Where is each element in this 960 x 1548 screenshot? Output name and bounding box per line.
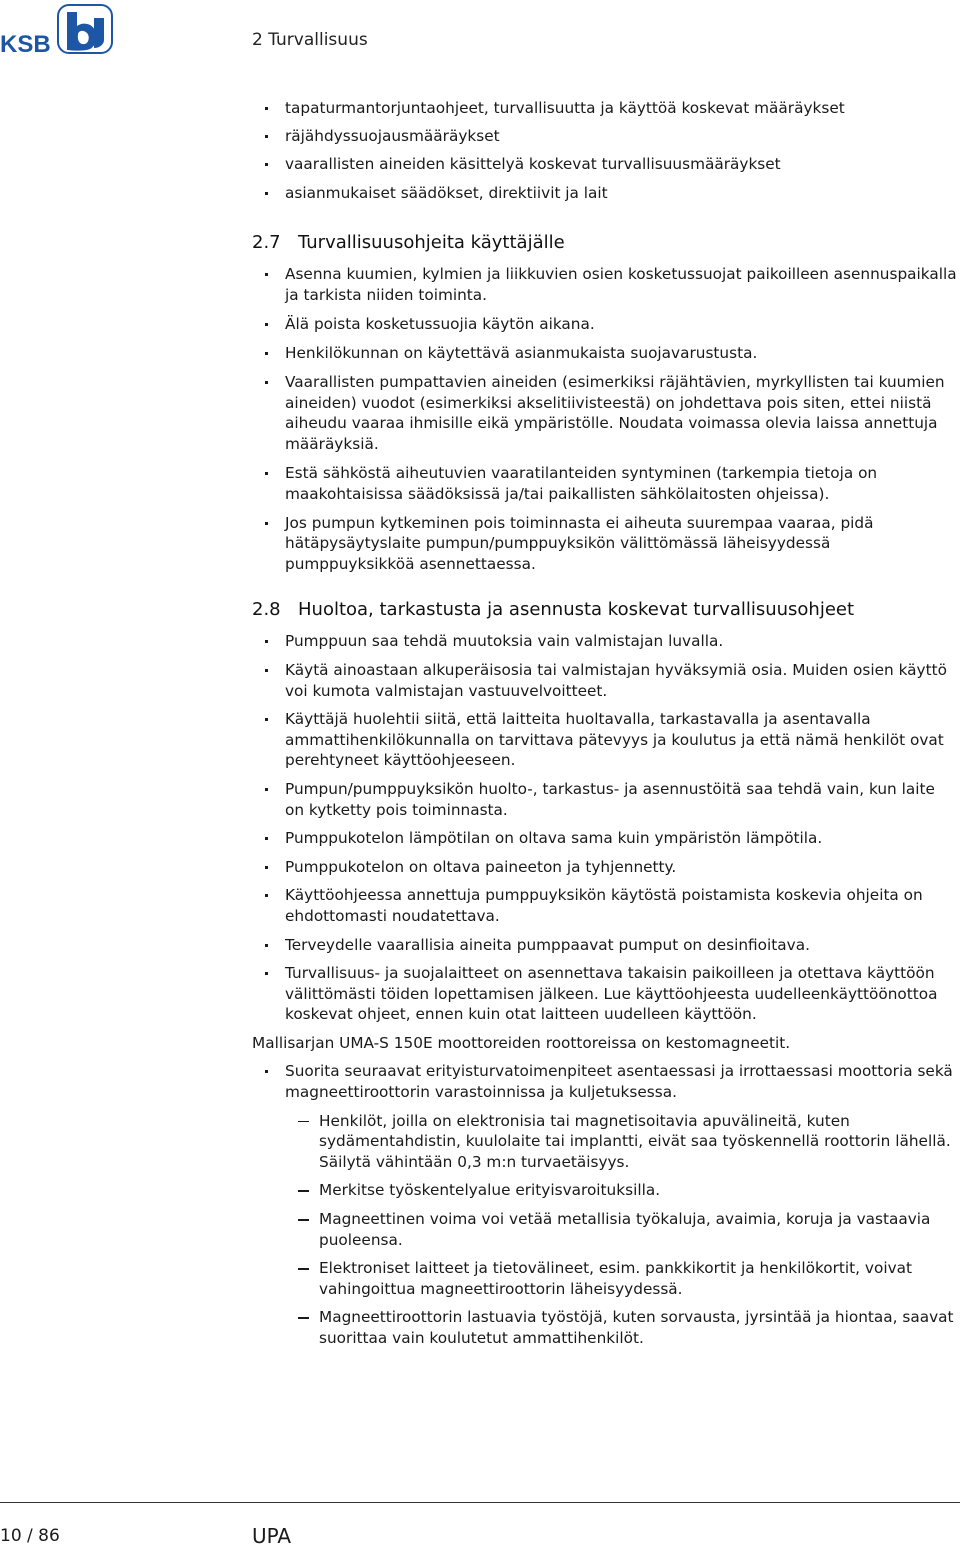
list-item: Asenna kuumien, kylmien ja liikkuvien osien kosketussuojat paikoilleen asennuspaikalla ja tarkista niiden toiminta.	[252, 264, 957, 305]
list-item: Käytä ainoastaan alkuperäisosia tai valmistajan hyväksymiä osia. Muiden osien käyttö voi kumota valmistajan vastuuvelvoitteet.	[252, 660, 957, 701]
page-header	[0, 0, 960, 70]
list-item: tapaturmantorjuntaohjeet, turvallisuutta ja käyttöä koskevat määräykset	[252, 98, 957, 119]
magnet-sublist	[252, 1111, 957, 1349]
list-item: Turvallisuus- ja suojalaitteet on asennettava takaisin paikoilleen ja otettava käyttöön välittömästi töiden lopettamisen jälkeen. Lue käyttöohjeesta uudelleenkäyttöönottoa koskevat ohjeet, ennen kuin otat laitteen uudelleen käyttöön.	[252, 963, 957, 1025]
list-item: Estä sähköstä aiheutuvien vaaratilanteiden syntyminen (tarkempia tietoja on maakohtaisissa säädöksissä ja/tai paikallisten sähkölaitosten ohjeissa).	[252, 463, 957, 504]
magnet-list	[252, 1061, 957, 1348]
sub-list-item: Merkitse työskentelyalue erityisvaroituksilla.	[252, 1180, 957, 1201]
magnet-note: Mallisarjan UMA-S 150E moottoreiden roottoreissa on kestomagneetit.	[252, 1033, 791, 1052]
sub-list-item: Magneettinen voima voi vetää metallisia työkaluja, avaimia, koruja ja vastaavia puoleensa.	[252, 1209, 957, 1250]
list-item: Käyttäjä huolehtii siitä, että laitteita huoltavalla, tarkastavalla ja asentavalla ammattihenkilökunnalla on tarvittava pätevyys ja koulutus ja että nämä henkilöt ovat perehtyneet käyttöohjeeseen.	[252, 709, 957, 771]
list-item: Älä poista kosketussuojia käytön aikana.	[252, 314, 957, 335]
sub-list-item: Henkilöt, joilla on elektronisia tai magnetisoitavia apuvälineitä, kuten sydämentahdistin, kuulolaite tai implantti, eivät saa työskennellä roottorin lähellä. Säilytä vähintään 0,3 m:n turvaetäisyys.	[252, 1111, 957, 1173]
list-item: Pumppuun saa tehdä muutoksia vain valmistajan luvalla.	[252, 631, 957, 652]
list-item: Pumppukotelon lämpötilan on oltava sama kuin ympäristön lämpötila.	[252, 828, 957, 849]
list-item: Pumpun/pumppuyksikön huolto-, tarkastus- ja asennustöitä saa tehdä vain, kun laite on kytketty pois toiminnasta.	[252, 779, 957, 820]
section-2-8-list	[252, 631, 957, 1025]
sub-list-item: Magneettiroottorin lastuavia työstöjä, kuten sorvausta, jyrsintää ja hiontaa, saavat suorittaa vain koulutetut ammattihenkilöt.	[252, 1307, 957, 1348]
page-content	[252, 98, 957, 1357]
list-item: Käyttöohjeessa annettuja pumppuyksikön käytöstä poistamista koskevia ohjeita on ehdottomasti noudatettava.	[252, 885, 957, 926]
ksb-logo	[0, 4, 114, 54]
footer-divider	[0, 1502, 960, 1503]
page-number: 10 / 86	[0, 1526, 60, 1546]
list-item: vaarallisten aineiden käsittelyä koskevat turvallisuusmääräykset	[252, 154, 957, 175]
section-number: 2.8	[252, 599, 281, 621]
list-item	[252, 1061, 957, 1348]
section-title: Huoltoa, tarkastusta ja asennusta koskevat turvallisuusohjeet	[298, 599, 855, 621]
list-item: räjähdyssuojausmääräykset	[252, 126, 957, 147]
list-item: Jos pumpun kytkeminen pois toiminnasta ei aiheuta suurempaa vaaraa, pidä hätäpysäytyslaite pumpun/pumppuyksikön välittömässä läheisyydessä pumppuyksikköä asennettaessa.	[252, 513, 957, 575]
section-heading-2-7	[252, 232, 957, 254]
list-item-text: Suorita seuraavat erityisturvatoimenpiteet asentaessasi ja irrottaessasi moottoria sekä magneettiroottorin varastoinnissa ja kuljetuksessa.	[285, 1062, 953, 1102]
intro-list	[252, 98, 957, 203]
section-title: Turvallisuusohjeita käyttäjälle	[298, 232, 565, 254]
sub-list-item: Elektroniset laitteet ja tietovälineet, esim. pankkikortit ja henkilökortit, voivat vahingoittua magneettiroottorin läheisyydessä.	[252, 1258, 957, 1299]
chapter-title: 2 Turvallisuus	[252, 30, 368, 50]
list-item: asianmukaiset säädökset, direktiivit ja lait	[252, 183, 957, 204]
list-item: Vaarallisten pumpattavien aineiden (esimerkiksi räjähtävien, myrkyllisten tai kuumien aineiden) vuodot (esimerkiksi akselitiivisteestä) on johdettava pois siten, ettei niistä aiheudu vaaraa ihmisille eikä ympäristölle. Noudata voimassa olevia laissa annettuja määräyksiä.	[252, 372, 957, 454]
product-name: UPA	[252, 1524, 292, 1548]
list-item: Pumppukotelon on oltava paineeton ja tyhjennetty.	[252, 857, 957, 878]
section-2-7-list	[252, 264, 957, 574]
logo-text: KSB	[0, 31, 51, 54]
list-item: Terveydelle vaarallisia aineita pumppaavat pumput on desinfioitava.	[252, 935, 957, 956]
section-number: 2.7	[252, 232, 281, 254]
list-item: Henkilökunnan on käytettävä asianmukaista suojavarustusta.	[252, 343, 957, 364]
section-heading-2-8	[252, 599, 957, 621]
